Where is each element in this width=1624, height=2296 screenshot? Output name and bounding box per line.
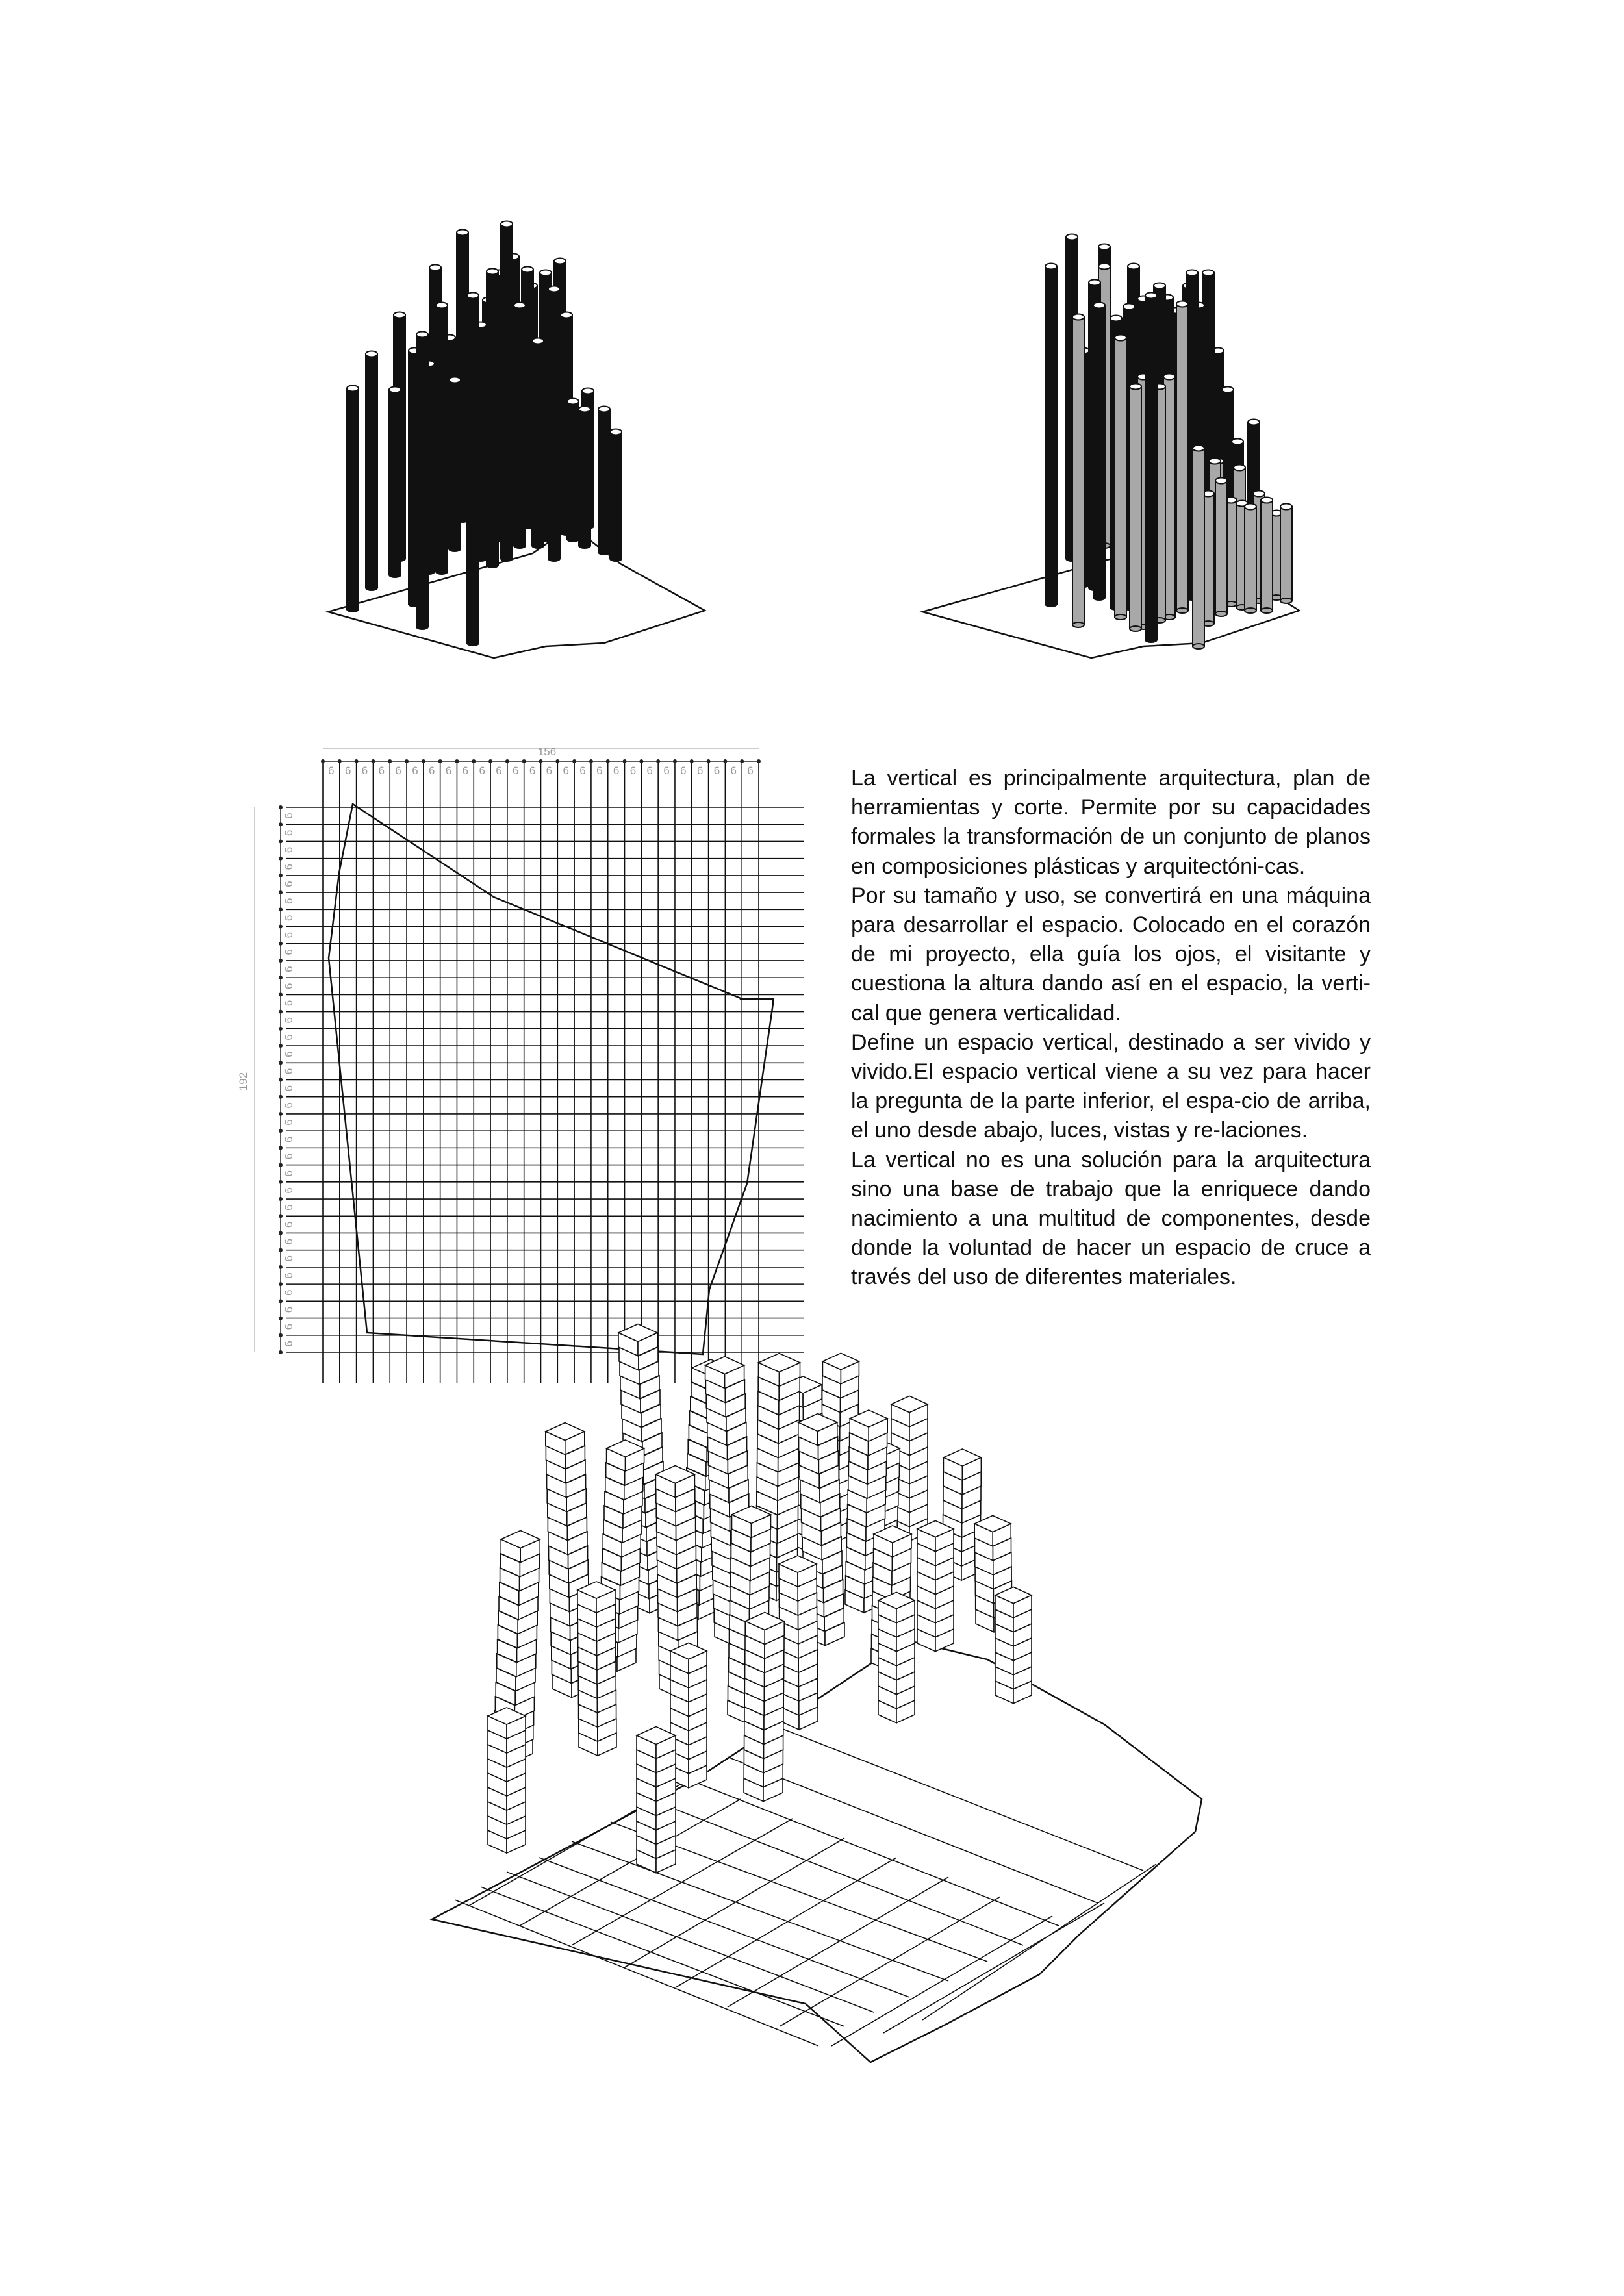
module-label: 6 — [445, 764, 452, 777]
module-label: 6 — [283, 1204, 295, 1211]
tower — [744, 1613, 784, 1802]
module-label: 6 — [663, 764, 670, 777]
module-label: 6 — [563, 764, 569, 777]
module-label: 6 — [283, 915, 295, 922]
module-label: 6 — [283, 1272, 295, 1279]
paragraph-2: Por su tamaño y uso, se convertirá en una máquina para desarrollar el espacio. Colocado en el corazón de mi proyecto, ella guía los ojos, el visitante y cuestiona la altura dando así en el espacio, la verti-cal que genera verticalidad. — [851, 883, 1371, 1026]
tower — [779, 1556, 818, 1730]
module-label: 6 — [283, 1255, 295, 1262]
module-label: 6 — [513, 764, 519, 777]
tower — [995, 1587, 1032, 1703]
module-label: 6 — [412, 764, 418, 777]
module-label: 6 — [283, 966, 295, 972]
module-label: 6 — [283, 1187, 295, 1194]
module-label: 6 — [629, 764, 637, 777]
tower — [917, 1520, 954, 1651]
module-label: 6 — [283, 1323, 295, 1330]
module-label: 6 — [680, 764, 687, 777]
module-label: 6 — [283, 1221, 295, 1228]
module-label: 6 — [696, 764, 704, 777]
module-label: 6 — [283, 1238, 295, 1245]
module-label: 6 — [283, 1068, 295, 1075]
module-label: 6 — [579, 764, 586, 777]
module-label: 6 — [283, 1102, 295, 1109]
module-label: 6 — [546, 764, 553, 777]
module-label: 6 — [283, 1341, 295, 1347]
paragraph-4: La vertical no es una solución para la arquitectura sino una base de trabajo que la enriquece dando nacimiento a una multitud de componentes, desde donde la voluntad de hacer un espacio de cruce a través del uso de diferentes materiales. — [851, 1147, 1371, 1290]
plan-height-label: 192 — [237, 1072, 249, 1091]
tower — [577, 1582, 616, 1756]
module-label: 6 — [361, 764, 368, 777]
module-label: 6 — [344, 764, 351, 777]
module-label: 6 — [283, 813, 295, 819]
module-label: 6 — [283, 1119, 295, 1126]
module-label: 6 — [283, 1306, 295, 1313]
module-label: 6 — [479, 764, 485, 777]
module-label: 6 — [496, 764, 502, 777]
module-label: 6 — [730, 764, 737, 777]
module-label: 6 — [646, 764, 653, 777]
module-label: 6 — [283, 1153, 295, 1160]
module-label: 6 — [283, 1085, 295, 1092]
module-label: 6 — [283, 864, 295, 870]
module-label: 6 — [283, 1034, 295, 1041]
tower — [637, 1727, 676, 1873]
tower — [878, 1592, 915, 1722]
module-label: 6 — [283, 1017, 295, 1024]
module-label: 6 — [283, 829, 295, 837]
module-label: 6 — [283, 1051, 295, 1057]
module-label: 6 — [283, 1000, 295, 1007]
module-label: 6 — [283, 949, 295, 955]
module-label: 6 — [596, 764, 603, 777]
module-label: 6 — [462, 764, 469, 777]
module-label: 6 — [283, 898, 295, 904]
module-label: 6 — [283, 1170, 295, 1177]
module-label: 6 — [613, 764, 620, 777]
paragraph-1: La vertical es principalmente arquitectura, plan de herramientas y corte. Permite por su capacidades formales la transformación de un conjunto de planos en composiciones plásticas y arquitectóni-cas. — [851, 766, 1371, 879]
module-label: 6 — [283, 846, 295, 853]
module-label: 6 — [395, 764, 401, 777]
module-label: 6 — [283, 1136, 295, 1142]
module-label: 6 — [378, 764, 385, 777]
module-label: 6 — [283, 983, 295, 990]
module-label: 6 — [747, 764, 754, 777]
module-label: 6 — [283, 1289, 295, 1296]
module-label: 6 — [283, 881, 295, 887]
plan-width-label: 156 — [537, 746, 557, 758]
module-label: 6 — [429, 764, 435, 777]
module-label: 6 — [283, 931, 295, 939]
module-label: 6 — [328, 764, 335, 777]
module-label: 6 — [529, 764, 536, 777]
paragraph-3: Define un espacio vertical, destinado a ser vivido y vivido.El espacio vertical viene a su vez para hacer la pregunta de la parte inferior, el espa-cio de arriba, el uno desde abajo, luces, vistas y re-laciones. — [851, 1029, 1371, 1143]
module-label: 6 — [713, 764, 720, 777]
tower — [488, 1708, 526, 1853]
